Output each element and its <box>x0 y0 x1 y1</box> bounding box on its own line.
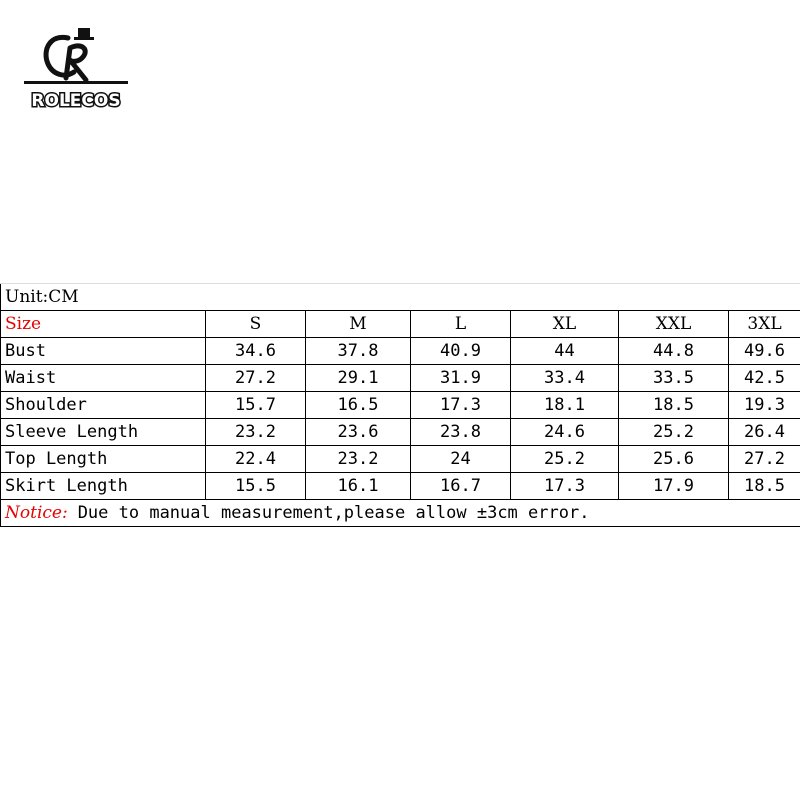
table-row <box>1 446 800 473</box>
table-cell: 16.7 <box>411 473 511 500</box>
table-cell: 17.3 <box>411 392 511 419</box>
table-cell: 34.6 <box>206 338 306 365</box>
row-label: Bust <box>1 338 206 365</box>
table-cell: 40.9 <box>411 338 511 365</box>
table-cell: 17.3 <box>511 473 619 500</box>
unit-row <box>1 284 800 311</box>
table-cell: 44.8 <box>619 338 729 365</box>
size-chart-table <box>0 283 800 527</box>
size-header-label: Size <box>1 311 206 338</box>
row-label: Sleeve Length <box>1 419 206 446</box>
table-cell: 15.5 <box>206 473 306 500</box>
table-cell: 22.4 <box>206 446 306 473</box>
table-cell: 23.2 <box>306 446 411 473</box>
size-header-xl: XL <box>511 311 619 338</box>
table-cell: 42.5 <box>729 365 800 392</box>
table-cell: 25.6 <box>619 446 729 473</box>
table-cell: 33.5 <box>619 365 729 392</box>
row-label: Skirt Length <box>1 473 206 500</box>
row-label: Waist <box>1 365 206 392</box>
table-row <box>1 365 800 392</box>
row-label: Top Length <box>1 446 206 473</box>
table-cell: 25.2 <box>511 446 619 473</box>
unit-label: Unit:CM <box>1 284 800 311</box>
size-header-xxl: XXL <box>619 311 729 338</box>
table-cell: 18.5 <box>729 473 800 500</box>
notice-text: Due to manual measurement,please allow ±3cm error. <box>77 503 590 523</box>
notice <box>1 500 800 527</box>
table-cell: 26.4 <box>729 419 800 446</box>
table-cell: 23.6 <box>306 419 411 446</box>
table-row <box>1 338 800 365</box>
table-cell: 19.3 <box>729 392 800 419</box>
table-cell: 17.9 <box>619 473 729 500</box>
logo-wordmark: ROLECOS <box>31 91 121 111</box>
size-header-3xl: 3XL <box>729 311 800 338</box>
table-cell: 24.6 <box>511 419 619 446</box>
table-cell: 16.5 <box>306 392 411 419</box>
size-header-l: L <box>411 311 511 338</box>
table-cell: 44 <box>511 338 619 365</box>
table-cell: 27.2 <box>729 446 800 473</box>
table-cell: 27.2 <box>206 365 306 392</box>
table-cell: 18.1 <box>511 392 619 419</box>
size-header-s: S <box>206 311 306 338</box>
table-cell: 16.1 <box>306 473 411 500</box>
table-cell: 33.4 <box>511 365 619 392</box>
table-cell: 49.6 <box>729 338 800 365</box>
row-label: Shoulder <box>1 392 206 419</box>
table-cell: 23.2 <box>206 419 306 446</box>
table-cell: 24 <box>411 446 511 473</box>
table-row <box>1 419 800 446</box>
table-cell: 15.7 <box>206 392 306 419</box>
rolecos-logo-icon <box>20 20 135 115</box>
notice-label: Notice: <box>5 503 68 523</box>
notice-row <box>1 500 800 527</box>
table-cell: 29.1 <box>306 365 411 392</box>
table-cell: 37.8 <box>306 338 411 365</box>
table-cell: 25.2 <box>619 419 729 446</box>
table-cell: 31.9 <box>411 365 511 392</box>
table-cell: 23.8 <box>411 419 511 446</box>
size-header-row <box>1 311 800 338</box>
size-header-m: M <box>306 311 411 338</box>
rolecos-logo <box>20 20 135 115</box>
table-row <box>1 392 800 419</box>
table-row <box>1 473 800 500</box>
table-cell: 18.5 <box>619 392 729 419</box>
